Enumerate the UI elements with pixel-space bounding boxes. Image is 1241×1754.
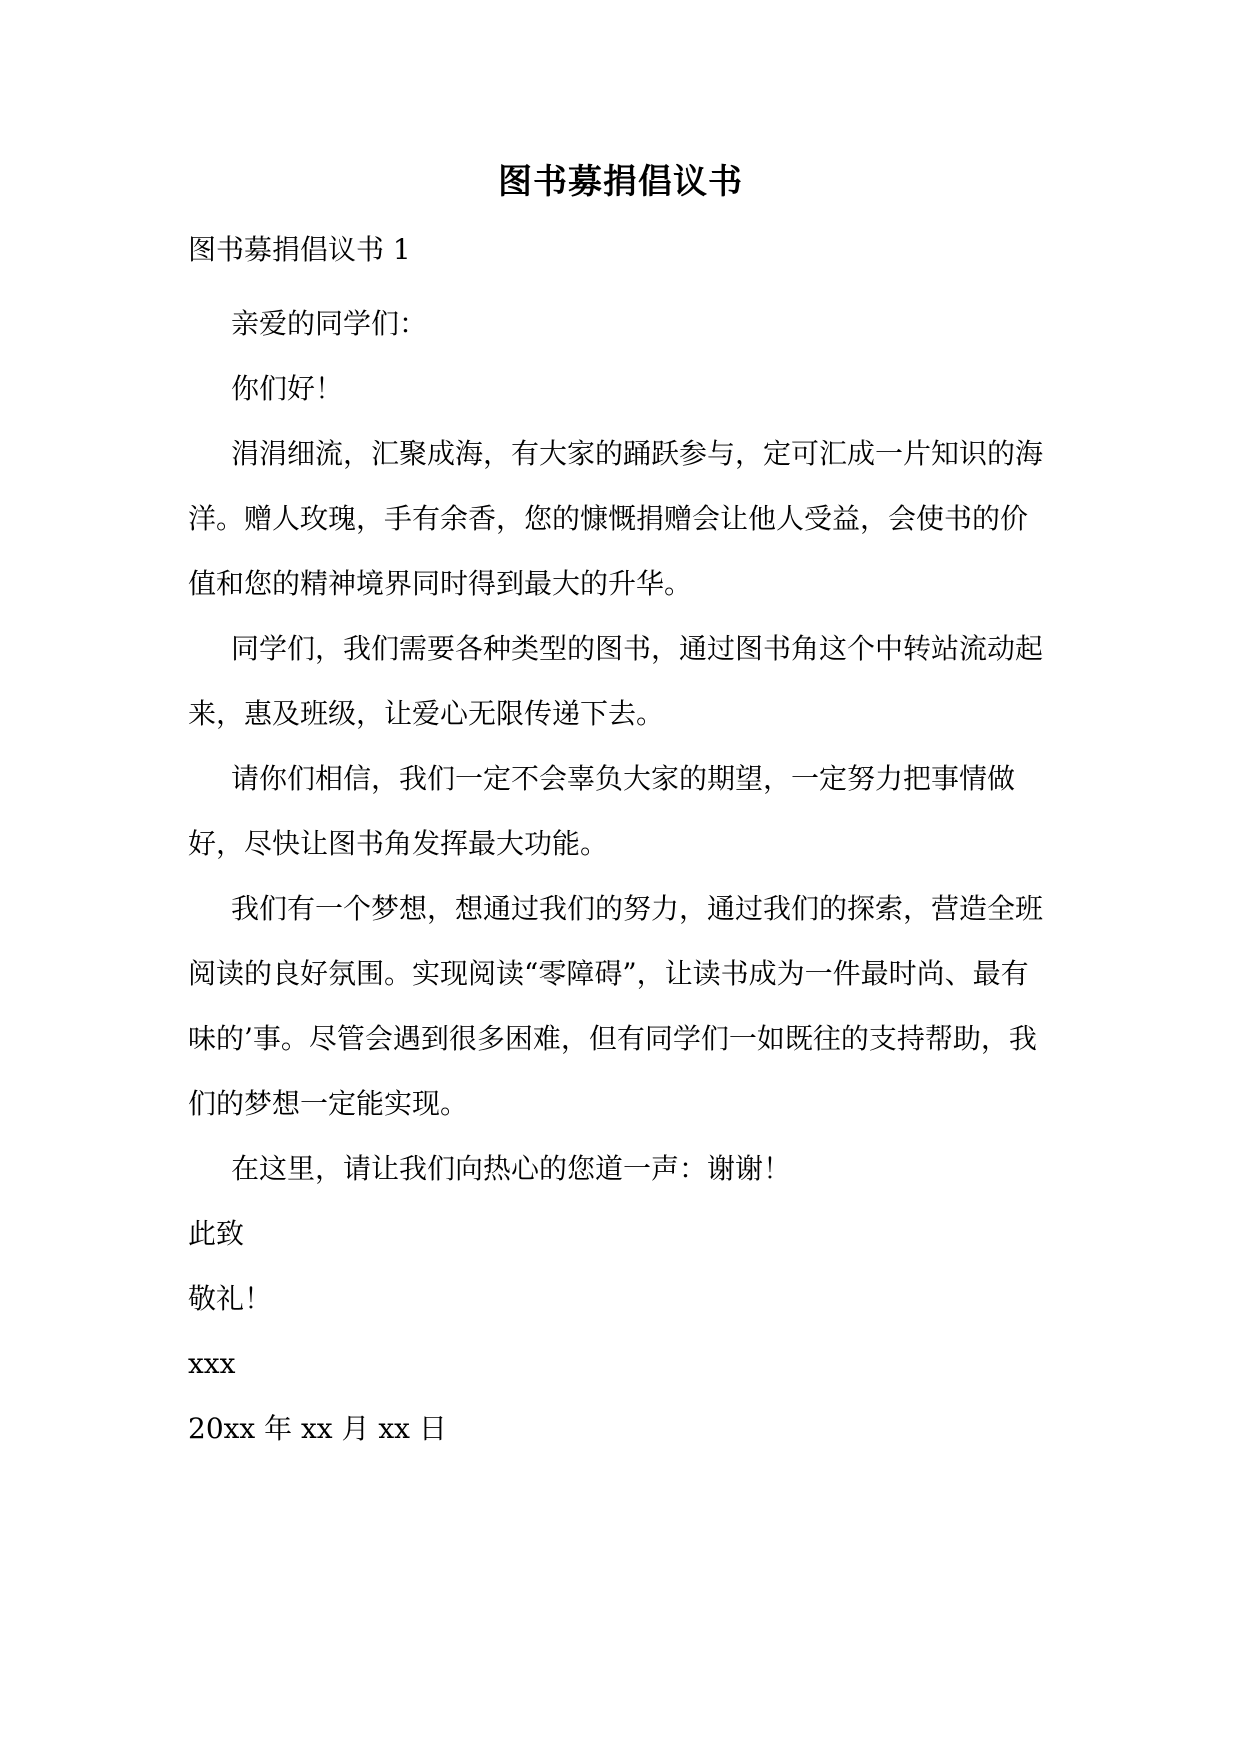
letter-body <box>188 291 1055 1461</box>
paragraph-4: 我们有一个梦想，想通过我们的努力，通过我们的探索，营造全班阅读的良好氛围。实现阅读“零障碍”，让读书成为一件最时尚、最有味的’事。尽管会遇到很多困难，但有同学们一如既往的支持帮助，我们的梦想一定能实现。 <box>188 892 1044 1120</box>
paragraph-3: 请你们相信，我们一定不会辜负大家的期望，一定努力把事情做好，尽快让图书角发挥最大功能。 <box>188 762 1016 860</box>
date-line: 20xx 年 xx 月 xx 日 <box>188 1412 447 1445</box>
document-title: 图书募捐倡议书 <box>498 162 743 202</box>
signature: xxx <box>188 1347 236 1380</box>
paragraph-1: 涓涓细流，汇聚成海，有大家的踊跃参与，定可汇成一片知识的海洋。赠人玫瑰，手有余香，您的慷慨捐赠会让他人受益，会使书的价值和您的精神境界同时得到最大的升华。 <box>188 437 1044 600</box>
paragraph-2: 同学们，我们需要各种类型的图书，通过图书角这个中转站流动起来，惠及班级，让爱心无限传递下去。 <box>188 632 1044 730</box>
paragraph-5: 在这里，请让我们向热心的您道一声：谢谢！ <box>231 1152 792 1185</box>
closing-line-2: 敬礼！ <box>188 1282 273 1315</box>
closing-line-1: 此致 <box>188 1217 245 1250</box>
document-subtitle: 图书募捐倡议书 1 <box>188 233 411 266</box>
greeting: 亲爱的同学们： <box>231 307 428 340</box>
hello-line: 你们好！ <box>231 372 344 405</box>
